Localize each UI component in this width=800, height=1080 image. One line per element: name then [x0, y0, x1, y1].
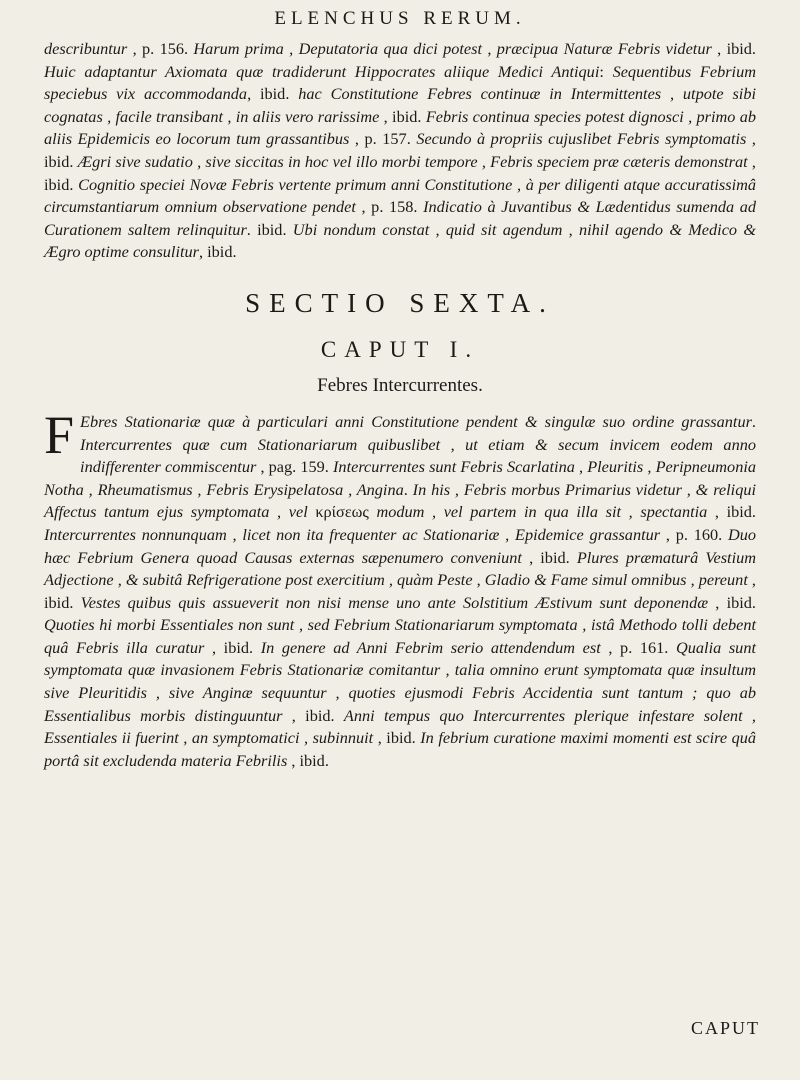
- text-run: κρίσεως: [307, 502, 377, 522]
- text-run: Sequentibus Febrium speciebus vix accommodanda: [44, 61, 756, 104]
- text-run: hac Constitutione Febres continuæ in Intermittentes , utpote sibi cognatas , facile transibant , in aliis vero rarissime: [44, 84, 756, 126]
- text-run: Ægri sive sudatio , sive siccitas in hoc vel illo morbi tempore , Febris speciem præ cæteris demonstrat: [77, 151, 748, 171]
- text-run: , ibid.: [198, 242, 237, 262]
- text-run: , ibid.: [379, 106, 426, 126]
- text-run: describuntur: [44, 39, 128, 58]
- text-run: Intercurrentes sunt Febris Scarlatina , Pleuritis , Peripneumonia Notha , Rheumatismus , Febris Erysipelatosa , Angina: [44, 457, 756, 499]
- text-run: , p. 161.: [600, 637, 676, 657]
- text-run: Ubi nondum constat , quid sit agendum , nihil agendo & Medico & Ægro optime consulitur: [44, 219, 756, 262]
- body-paragraph-text: [44, 404, 757, 770]
- text-run: .: [751, 411, 756, 431]
- text-run: Intercurrentes quæ cum Stationariarum quibuslibet , ut etiam & secum invicem eodem anno indifferenter commiscentur: [80, 434, 756, 477]
- index-paragraph-body: [44, 404, 757, 773]
- text-run: , ibid.: [287, 750, 329, 770]
- text-run: Huic adaptantur Axiomata quæ tradiderunt Hippocrates aliique Medici Antiqui: [44, 61, 600, 81]
- running-head: ELENCHUS RERUM.: [274, 8, 526, 29]
- text-run: , pag. 159.: [256, 457, 334, 477]
- text-run: , p. 156.: [127, 39, 194, 58]
- text-run: In febrium curatione maximi momenti est scire quâ portâ sit excludenda materia Febrilis: [44, 728, 757, 770]
- text-run: In genere ad Anni Febrim serio attendendum est: [260, 637, 601, 657]
- text-run: , ibid.: [708, 592, 756, 612]
- text-run: Indicatio à Juvantibus & Lædentidus sumenda ad Curationem saltem relinquitur: [44, 197, 757, 239]
- text-run: , ibid.: [282, 705, 344, 725]
- text-run: , ibid.: [247, 84, 299, 104]
- text-run: Cognitio speciei Novæ Febris vertente primum anni Constitutione , à per diligenti atque accuratissimâ circumstantiarum omnium observatione pendet: [44, 174, 756, 217]
- text-run: , ibid.: [44, 151, 756, 194]
- text-run: Harum prima , Deputatoria qua dici potest , præcipua Naturæ Febris videtur: [193, 39, 712, 58]
- index-paragraph-top: [44, 38, 756, 264]
- text-run: , ibid.: [521, 547, 577, 567]
- text-run: , ibid.: [707, 502, 756, 522]
- text-run: , p. 160.: [660, 524, 728, 544]
- text-run: , ibid.: [204, 637, 261, 657]
- drop-cap: F: [44, 404, 75, 465]
- text-run: .: [403, 479, 413, 499]
- text-run: In his , Febris morbus Primarius videtur , & reliqui Affectus tantum ejus symptomata , vel: [44, 479, 757, 522]
- text-run: . ibid.: [246, 219, 293, 239]
- text-run: , p. 157.: [349, 129, 417, 149]
- text-run: Quoties hi morbi Essentiales non sunt , sed Febrium Stationariarum symptomata , istâ Methodo tolli debent quâ Febris illa curatur: [44, 615, 756, 657]
- text-run: , ibid.: [373, 728, 421, 748]
- text-run: modum , vel partem in qua illa sit , spectantia: [376, 502, 708, 522]
- text-run: , ibid.: [44, 570, 756, 612]
- chapter-title: Febres Intercurrentes.: [317, 374, 483, 396]
- text-run: , ibid.: [711, 39, 756, 58]
- text-run: Duo hæc Febrium Genera quoad Causas externas sæpenumero conveniunt: [44, 524, 757, 567]
- text-run: Anni tempus quo Intercurrentes plerique infestare solent , Essentiales ii fuerint , an symptomatici , subinnuit: [44, 705, 756, 748]
- text-run: , p. 158.: [355, 197, 424, 217]
- text-run: Vestes quibus quis assueverit non nisi mense uno ante Solstitium Æstivum sunt deponendæ: [80, 592, 709, 612]
- text-run: Plures præmaturâ Vestium Adjectione , & subitâ Refrigeratione post exercitium , quàm Peste , Gladio & Fame simul omnibus , pereunt: [44, 547, 756, 590]
- text-run: Intercurrentes nonnunquam , licet non ita frequenter ac Stationariæ , Epidemice grassantur: [44, 524, 661, 544]
- section-heading: SECTIO SEXTA.: [245, 287, 555, 318]
- text-run: :: [599, 61, 613, 81]
- text-run: Ebres Stationariæ quæ à particulari anni Constitutione pendent & singulæ suo ordine grassantur: [80, 411, 752, 431]
- chapter-heading: CAPUT I.: [320, 336, 480, 362]
- text-run: Qualia sunt symptomata quæ invasionem Febris Stationariæ comitantur , talia omnino erunt symptomata quæ insultum sive Pleuritidis , sive Anginæ sequuntur , quoties ejusmodi Febris Accidentia sunt tantum ; quo ab Essentialibus morbis distinguuntur: [44, 637, 756, 725]
- text-run: , ibid.: [44, 129, 756, 171]
- catchword: CAPUT: [690, 1018, 760, 1038]
- text-run: Febris continua species potest dignosci , primo ab aliis Epidemicis eo locorum tum grassantibus: [44, 106, 757, 149]
- text-run: Secundo à propriis cujuslibet Febris symptomatis: [416, 129, 747, 149]
